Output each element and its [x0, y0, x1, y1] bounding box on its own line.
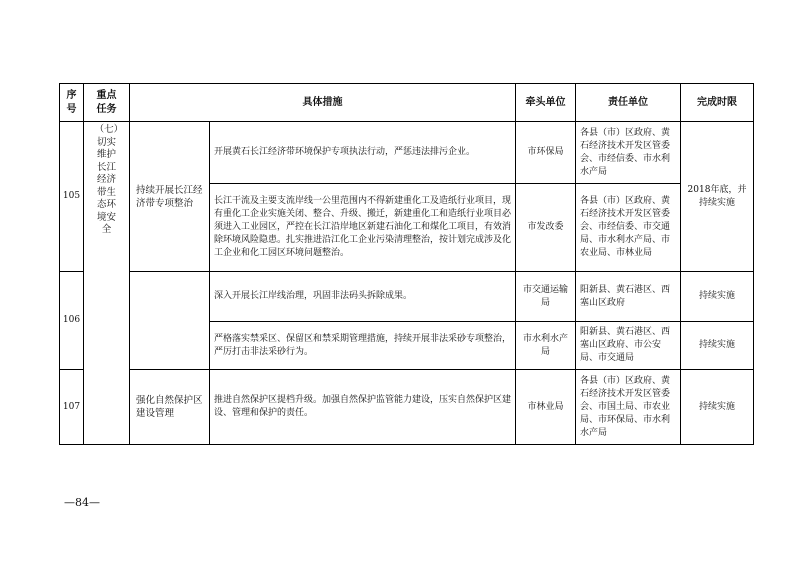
- header-row: [60, 84, 754, 122]
- deadline: 持续实施: [681, 272, 754, 322]
- sub-task-empty: [130, 272, 210, 370]
- lead-unit: 市水利水产局: [516, 322, 576, 370]
- header-lead: 牵头单位: [516, 84, 576, 122]
- measure-text: 深入开展长江岸线治理，巩固非法码头拆除成果。: [210, 272, 516, 322]
- row-seq: 106: [60, 272, 84, 370]
- measure-text: 开展黄石长江经济带环境保护专项执法行动，严惩违法排污企业。: [210, 122, 516, 184]
- measure-text: 长江干流及主要支流岸线一公里范围内不得新建重化工及造纸行业项目，现有重化工企业实施关闭、整合、升级、搬迁，新建重化工和造纸行业项目必须进入工业园区，严控在长江沿岸地区新建石油化工和煤化工项目，有效消除环境风险隐患。扎实推进沿江化工企业污染清理整治，按计划完成涉及化工企业和化工园区环境问题整治。: [210, 184, 516, 272]
- table-row: [60, 272, 754, 322]
- task-name: （七）切实维护长江经济带生态环境安全: [84, 122, 130, 445]
- lead-unit: 市环保局: [516, 122, 576, 184]
- resp-units: 各县（市）区政府、黄石经济技术开发区管委会、市经信委、市水利水产局: [576, 122, 681, 184]
- table-row: [60, 370, 754, 445]
- measures-table: [59, 83, 754, 445]
- deadline: 持续实施: [681, 322, 754, 370]
- measure-text: 严格落实禁采区、保留区和禁采期管理措施，持续开展非法采砂专项整治，严厉打击非法采砂行为。: [210, 322, 516, 370]
- sub-task: 强化自然保护区建设管理: [130, 370, 210, 445]
- header-measures: 具体措施: [130, 84, 516, 122]
- resp-units: 阳新县、黄石港区、西塞山区政府: [576, 272, 681, 322]
- resp-units: 各县（市）区政府、黄石经济技术开发区管委会、市国土局、市农业局、市环保局、市水利水产局: [576, 370, 681, 445]
- page-number: —84—: [64, 496, 100, 509]
- resp-units: 各县（市）区政府、黄石经济技术开发区管委会、市经信委、市交通局、市水利水产局、市农业局、市林业局: [576, 184, 681, 272]
- table-row: [60, 122, 754, 184]
- header-task: 重点任务: [84, 84, 130, 122]
- lead-unit: 市林业局: [516, 370, 576, 445]
- row-seq: 105: [60, 122, 84, 272]
- header-seq: 序号: [60, 84, 84, 122]
- header-resp: 责任单位: [576, 84, 681, 122]
- lead-unit: 市交通运输局: [516, 272, 576, 322]
- header-time: 完成时限: [681, 84, 754, 122]
- resp-units: 阳新县、黄石港区、西塞山区政府、市公安局、市交通局: [576, 322, 681, 370]
- row-seq: 107: [60, 370, 84, 445]
- sub-task: 持续开展长江经济带专项整治: [130, 122, 210, 272]
- deadline: 持续实施: [681, 370, 754, 445]
- deadline: 2018年底，并持续实施: [681, 122, 754, 272]
- lead-unit: 市发改委: [516, 184, 576, 272]
- measure-text: 推进自然保护区提档升级。加强自然保护监管能力建设，压实自然保护区建设、管理和保护的责任。: [210, 370, 516, 445]
